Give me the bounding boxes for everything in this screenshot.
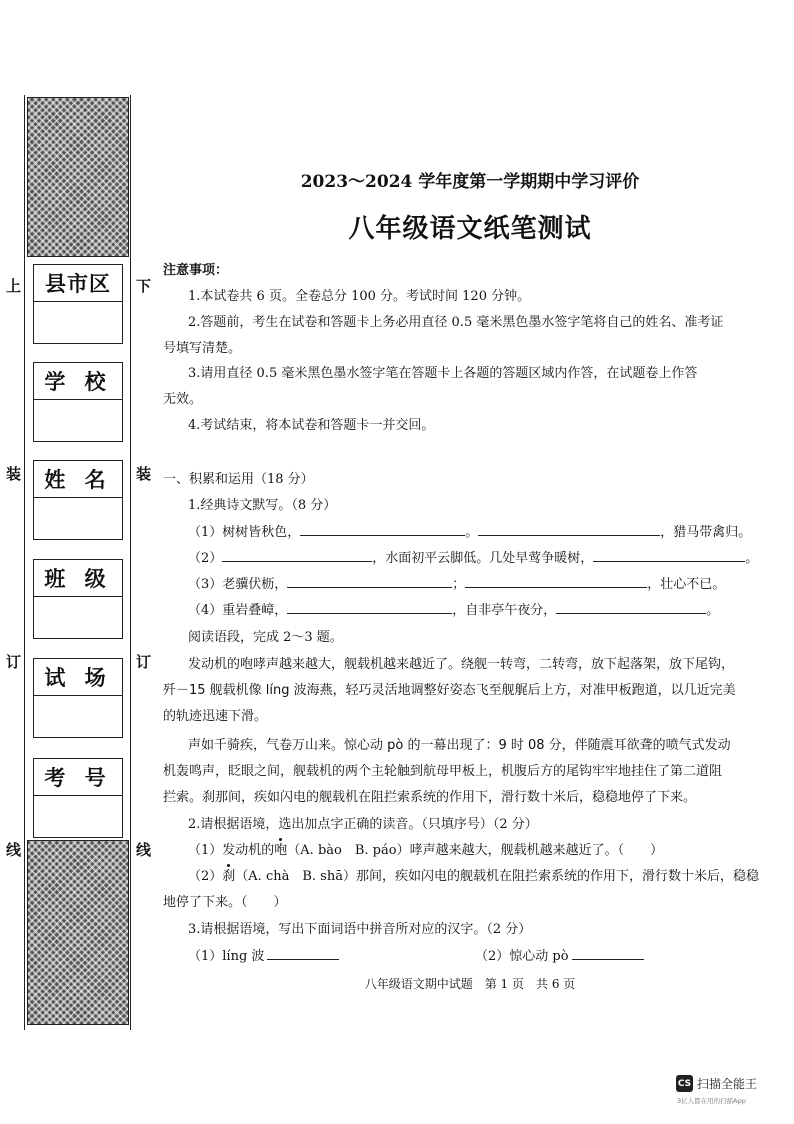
- answer-blank[interactable]: [556, 602, 706, 614]
- notes-heading: 注意事项：: [163, 263, 229, 278]
- note-3-line-2: 无效。: [163, 392, 203, 407]
- security-pattern-top: [27, 97, 129, 257]
- answer-blank[interactable]: [287, 602, 452, 614]
- passage-p1-line-1: 发动机的咆哮声越来越大，舰载机越来越近了。绕舰一转弯，二转弯，放下起落架，放下尾钩，: [188, 657, 735, 672]
- margin-mark-ding-left: 订: [6, 653, 22, 671]
- name-field[interactable]: [33, 460, 123, 540]
- question-2-2-cont: 地停了下来。（ ）: [163, 895, 287, 910]
- q1-2-text-c: 。: [745, 551, 759, 566]
- exam-number-label: 考 号: [34, 759, 122, 796]
- page-footer: 八年级语文期中试题 第 1 页 共 6 页: [364, 977, 576, 991]
- binding-line-left: [24, 95, 25, 1030]
- question-2-2: [188, 868, 759, 886]
- margin-mark-top-right: 下: [136, 277, 152, 295]
- margin-mark-zhuang-left: 装: [6, 465, 22, 483]
- answer-blank[interactable]: [465, 576, 647, 588]
- passage-p1-line-3: 的轨迹迅速下滑。: [163, 709, 268, 724]
- question-1-2: [188, 550, 758, 568]
- q1-3-text-c: ，壮心不已。: [647, 577, 726, 592]
- note-2-line-1: 2.答题前，考生在试卷和答题卡上务必用直径 0.5 毫米黑色墨水签字笔将自己的姓名、准考证: [188, 315, 724, 330]
- q1-4-text-c: 。: [706, 603, 720, 618]
- q1-4-text-a: （4）重岩叠嶂，: [188, 603, 288, 618]
- q1-3-text-b: ；: [452, 577, 466, 592]
- camscanner-logo-icon: CS: [676, 1075, 693, 1092]
- question-3: 3.请根据语境，写出下面词语中拼音所对应的汉字。（2 分）: [188, 922, 532, 937]
- answer-blank[interactable]: [287, 576, 452, 588]
- question-1-4: [188, 602, 719, 620]
- q1-3-text-a: （3）老骥伏枥，: [188, 577, 288, 592]
- binding-line-right: [130, 95, 131, 1030]
- q1-2-text-b: ，水面初平云脚低。几处早莺争暖树，: [372, 551, 594, 566]
- exam-number-field[interactable]: [33, 758, 123, 838]
- margin-mark-zhuang-right: 装: [136, 465, 152, 483]
- exam-title: 2023～2024 学年度第一学期期中学习评价: [300, 172, 640, 192]
- margin-mark-xian-right: 线: [136, 841, 152, 859]
- dotted-character: 刹: [222, 869, 236, 884]
- exam-subtitle: 八年级语文纸笔测试: [348, 214, 592, 244]
- answer-blank[interactable]: [593, 550, 745, 562]
- passage-p2-line-3: 拦索。刹那间，疾如闪电的舰载机在阻拦索系统的作用下，滑行数十米后，稳稳地停了下来。: [163, 790, 697, 805]
- answer-blank[interactable]: [572, 948, 644, 960]
- answer-blank[interactable]: [478, 524, 660, 536]
- q2-1-text-b: （A. bào B. páo）哮声越来越大，舰载机越来越近了。（ ）: [287, 843, 664, 858]
- security-pattern-bottom: [27, 840, 129, 1025]
- watermark-subtitle: 3亿人都在用的扫描App: [677, 1097, 746, 1105]
- q1-1-text-a: （1）树树皆秋色，: [188, 525, 301, 540]
- margin-mark-top-left: 上: [6, 277, 22, 295]
- question-3-2: [475, 948, 644, 966]
- question-1-3: [188, 576, 725, 594]
- q2-2-text-b: （A. chà B. shā）那间，疾如闪电的舰载机在阻拦索系统的作用下，滑行数十米后，稳稳: [235, 869, 759, 884]
- q2-1-text-a: （1）发动机的: [188, 843, 275, 858]
- note-4: 4.考试结束，将本试卷和答题卡一并交回。: [188, 418, 435, 433]
- county-label: 县市区: [34, 265, 122, 302]
- margin-mark-ding-right: 订: [136, 653, 152, 671]
- exam-room-label: 试 场: [34, 659, 122, 696]
- passage-p1-line-2: 歼－15 舰载机像 líng 波海燕，轻巧灵活地调整好姿态飞至舰艉后上方，对准甲板跑道，以几近完美: [163, 683, 736, 698]
- question-1-1: [188, 524, 751, 542]
- exam-room-field[interactable]: [33, 658, 123, 738]
- school-field[interactable]: [33, 362, 123, 442]
- answer-blank[interactable]: [267, 948, 339, 960]
- q1-2-text-a: （2）: [188, 551, 223, 566]
- question-3-1: [188, 948, 339, 966]
- q3-2-text: （2）惊心动 pò: [475, 949, 569, 964]
- dotted-character: 咆: [274, 843, 288, 858]
- question-1: 1.经典诗文默写。（8 分）: [188, 498, 337, 513]
- county-field[interactable]: [33, 264, 123, 344]
- question-2-1: [188, 842, 663, 860]
- question-2: 2.请根据语境，选出加点字正确的读音。（只填序号）（2 分）: [188, 817, 538, 832]
- watermark-name: 扫描全能王: [697, 1077, 758, 1091]
- q1-1-text-b: 。: [465, 525, 479, 540]
- answer-blank[interactable]: [300, 524, 465, 536]
- q3-1-text: （1）líng 波: [188, 949, 265, 964]
- name-label: 姓 名: [34, 461, 122, 498]
- q1-4-text-b: ，自非亭午夜分，: [452, 603, 557, 618]
- school-label: 学 校: [34, 363, 122, 400]
- passage-p2-line-2: 机轰鸣声，眨眼之间，舰载机的两个主轮触到航母甲板上，机腹后方的尾钩牢牢地挂住了第二道阻: [163, 764, 723, 779]
- note-3-line-1: 3.请用直径 0.5 毫米黑色墨水签字笔在答题卡上各题的答题区域内作答，在试题卷上作答: [188, 366, 698, 381]
- note-2-line-2: 号填写清楚。: [163, 341, 242, 356]
- class-label: 班 级: [34, 560, 122, 597]
- class-field[interactable]: [33, 559, 123, 639]
- passage-p2-line-1: 声如千骑疾，气卷万山来。惊心动 pò 的一幕出现了：9 时 08 分，伴随震耳欲聋的喷气式发动: [188, 738, 731, 753]
- q2-2-text-a: （2）: [188, 869, 223, 884]
- q1-1-text-c: ，猎马带禽归。: [660, 525, 752, 540]
- answer-blank[interactable]: [222, 550, 372, 562]
- section-1-heading: 一、积累和运用（18 分）: [163, 472, 314, 487]
- reading-instruction: 阅读语段，完成 2～3 题。: [188, 630, 343, 645]
- note-1: 1.本试卷共 6 页。全卷总分 100 分。考试时间 120 分钟。: [188, 289, 531, 304]
- margin-mark-xian-left: 线: [6, 841, 22, 859]
